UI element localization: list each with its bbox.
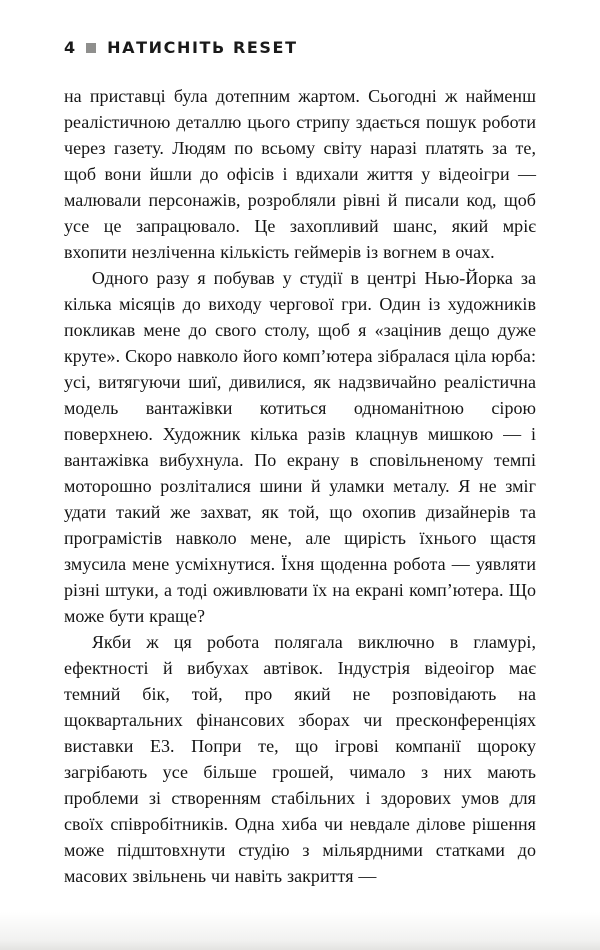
page-header: [64, 38, 536, 57]
paragraph: Якби ж ця робота полягала виключно в гламурі, ефектності й вибухах автівок. Індустрія відеоігор має темний бік, той, про який не розповідають на щоквартальних фінансових зборах чи пресконференціях виставки E3. Попри те, що ігрові компанії щороку загрібають усе більше грошей, чимало з них мають проблеми зі створенням стабільних і здорових умов для своїх співробітників. Одна хиба чи невдале ділове рішення може підштовхнути студію з мільярдними статками до масових звільнень чи навіть закриття —: [64, 632, 536, 886]
paragraph: Одного разу я побував у студії в центрі Нью-Йорка за кілька місяців до виходу чергової гри. Один із художників покликав мене до свого столу, щоб я «зацінив дещо дуже круте». Скоро навколо його компʼютера зібралася ціла юрба: усі, витягуючи шиї, дивилися, як надзвичайно реалістична модель вантажівки котиться одноманітною сірою поверхнею. Художник кілька разів клацнув мишкою — і вантажівка вибухнула. По екрану в сповільненому темпі моторошно розліталися шини й уламки металу. Я не зміг удати такий же захват, як той, що охопив дизайнерів та програмістів навколо мене, але щирість їхнього щастя змусила мене усміхнутися. Їхня щоденна робота — уявляти різні штуки, а тоді оживлювати їх на екрані компʼютера. Що може бути краще?: [64, 268, 536, 626]
body-text: [64, 83, 536, 889]
paragraph-continuation: на приставці була дотепним жартом. Сьогодні ж найменш реалістичною деталлю цього стрипу здається пошук роботи через газету. Людям по всьому світу наразі платять за те, щоб вони йшли до офісів і вдихали життя у відеоігри — малювали персонажів, розробляли рівні й писали код, щоб усе це запрацювало. Це захопливий шанс, який мріє вхопити незліченна кількість геймерів із вогнем в очах.: [64, 86, 536, 262]
running-title: НАТИСНІТЬ RESET: [107, 38, 298, 57]
square-separator-icon: [86, 43, 96, 53]
page-number: 4: [64, 38, 76, 57]
